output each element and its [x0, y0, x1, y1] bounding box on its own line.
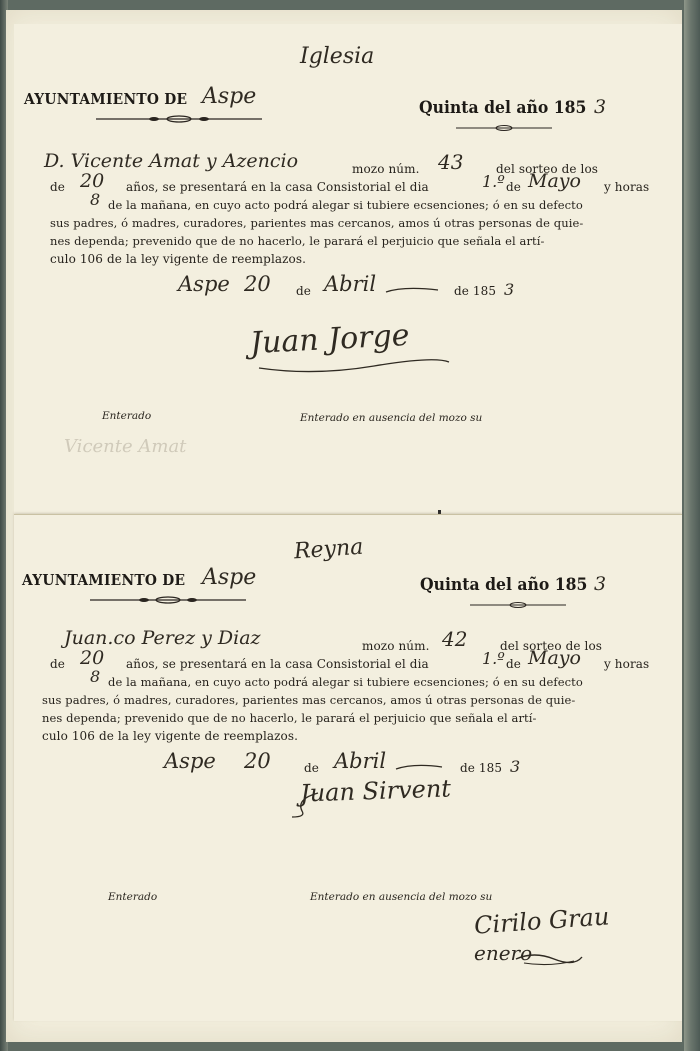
- date-year-digit: 3: [504, 280, 515, 299]
- horas-text: y horas: [604, 180, 650, 194]
- body-line-4: sus padres, ó madres, curadores, parientes mas cercanos, amos ú otras personas de quie-: [42, 693, 576, 707]
- town-handwritten: Aspe: [202, 84, 257, 109]
- recruit-name: D. Vicente Amat y Azencio: [44, 150, 299, 172]
- de-label: de: [50, 657, 65, 671]
- de-label: de: [50, 180, 65, 194]
- body-line-3: de la mañana, en cuyo acto podrá alegar si tubiere ecsenciones; ó en su defecto: [108, 198, 583, 212]
- summons-form-2: [14, 514, 682, 1021]
- date-day: 20: [244, 272, 271, 296]
- presentation-day: 1.º: [482, 649, 505, 668]
- date-place: Aspe: [178, 272, 230, 296]
- ornament-rule: [94, 114, 264, 124]
- ayuntamiento-label: AYUNTAMIENTO DE: [22, 571, 186, 589]
- mozo-label: mozo núm.: [352, 162, 420, 176]
- ledger-page: [6, 10, 682, 1042]
- date-month: Abril: [334, 749, 387, 773]
- recruit-age: 20: [80, 647, 105, 669]
- de-label-2: de: [506, 657, 521, 671]
- quinta-year-digit: 3: [594, 96, 607, 118]
- quinta-label: Quinta del año 185: [420, 575, 588, 595]
- summons-form-1: [14, 24, 682, 514]
- body-line-5: nes dependa; prevenido que de no hacerlo, le parará el perjuicio que señala el artí-: [42, 711, 537, 725]
- town-handwritten: Aspe: [202, 565, 257, 590]
- date-month: Abril: [324, 272, 377, 296]
- ornament-rule: [454, 124, 554, 132]
- signature-rubric: [254, 356, 454, 376]
- guardian-rubric: [514, 949, 584, 967]
- body-line-5: nes dependa; prevenido que de no hacerlo, le parará el perjuicio que señala el artí-: [50, 234, 545, 248]
- ornament-rule: [468, 601, 568, 609]
- body-line-4: sus padres, ó madres, curadores, parientes mas cercanos, amos ú otras personas de quie-: [50, 216, 584, 230]
- horas-text: y horas: [604, 657, 650, 671]
- enterado-label: Enterado: [102, 410, 152, 422]
- mozo-label: mozo núm.: [362, 639, 430, 653]
- presentation-hour: 8: [90, 190, 101, 209]
- quinta-label: Quinta del año 185: [419, 98, 587, 118]
- signature-rubric: [288, 789, 328, 819]
- ornament-rule: [88, 595, 248, 605]
- date-flourish: [384, 286, 440, 294]
- date-de: de: [296, 284, 311, 298]
- mozo-number: 43: [438, 150, 464, 174]
- date-year-label: de 185: [454, 284, 497, 298]
- guardian-signature-2: enero: [474, 941, 533, 965]
- body-line-3: de la mañana, en cuyo acto podrá alegar si tubiere ecsenciones; ó en su defecto: [108, 675, 583, 689]
- sorteo-text: del sorteo de los: [496, 162, 599, 176]
- date-de: de: [304, 761, 319, 775]
- recruit-name: Juan.co Perez y Diaz: [64, 627, 261, 649]
- enterado-label: Enterado: [108, 891, 158, 903]
- presentation-text: años, se presentará en la casa Consistorial el dia: [126, 180, 429, 194]
- book-binding-right: [684, 0, 700, 1051]
- official-signature: Juan Sirvent: [299, 774, 452, 808]
- date-year-digit: 3: [510, 757, 521, 776]
- date-day: 20: [244, 749, 271, 773]
- presentation-hour: 8: [90, 667, 101, 686]
- de-label-2: de: [506, 180, 521, 194]
- presentation-month: Mayo: [528, 647, 581, 669]
- body-line-6: culo 106 de la ley vigente de reemplazos.: [42, 729, 299, 743]
- quinta-year-digit: 3: [594, 573, 607, 595]
- presentation-day: 1.º: [482, 172, 505, 191]
- date-place: Aspe: [164, 749, 216, 773]
- faded-signature: Vicente Amat: [64, 436, 187, 457]
- enterado-ausencia-label: Enterado en ausencia del mozo su: [300, 412, 483, 424]
- presentation-month: Mayo: [528, 170, 581, 192]
- enterado-ausencia-label: Enterado en ausencia del mozo su: [310, 891, 493, 903]
- date-flourish: [394, 763, 444, 771]
- guardian-signature: Cirilo Grau: [473, 902, 611, 940]
- sorteo-text: del sorteo de los: [500, 639, 603, 653]
- ayuntamiento-label: AYUNTAMIENTO DE: [24, 90, 188, 108]
- date-year-label: de 185: [460, 761, 503, 775]
- header-handwritten-note: Iglesia: [300, 44, 375, 69]
- recruit-age: 20: [80, 170, 105, 192]
- presentation-text: años, se presentará en la casa Consistorial el dia: [126, 657, 429, 671]
- official-signature: Juan Jorge: [249, 317, 411, 362]
- header-handwritten-note: Reyna: [293, 534, 365, 565]
- mozo-number: 42: [442, 627, 468, 651]
- body-line-6: culo 106 de la ley vigente de reemplazos.: [50, 252, 307, 266]
